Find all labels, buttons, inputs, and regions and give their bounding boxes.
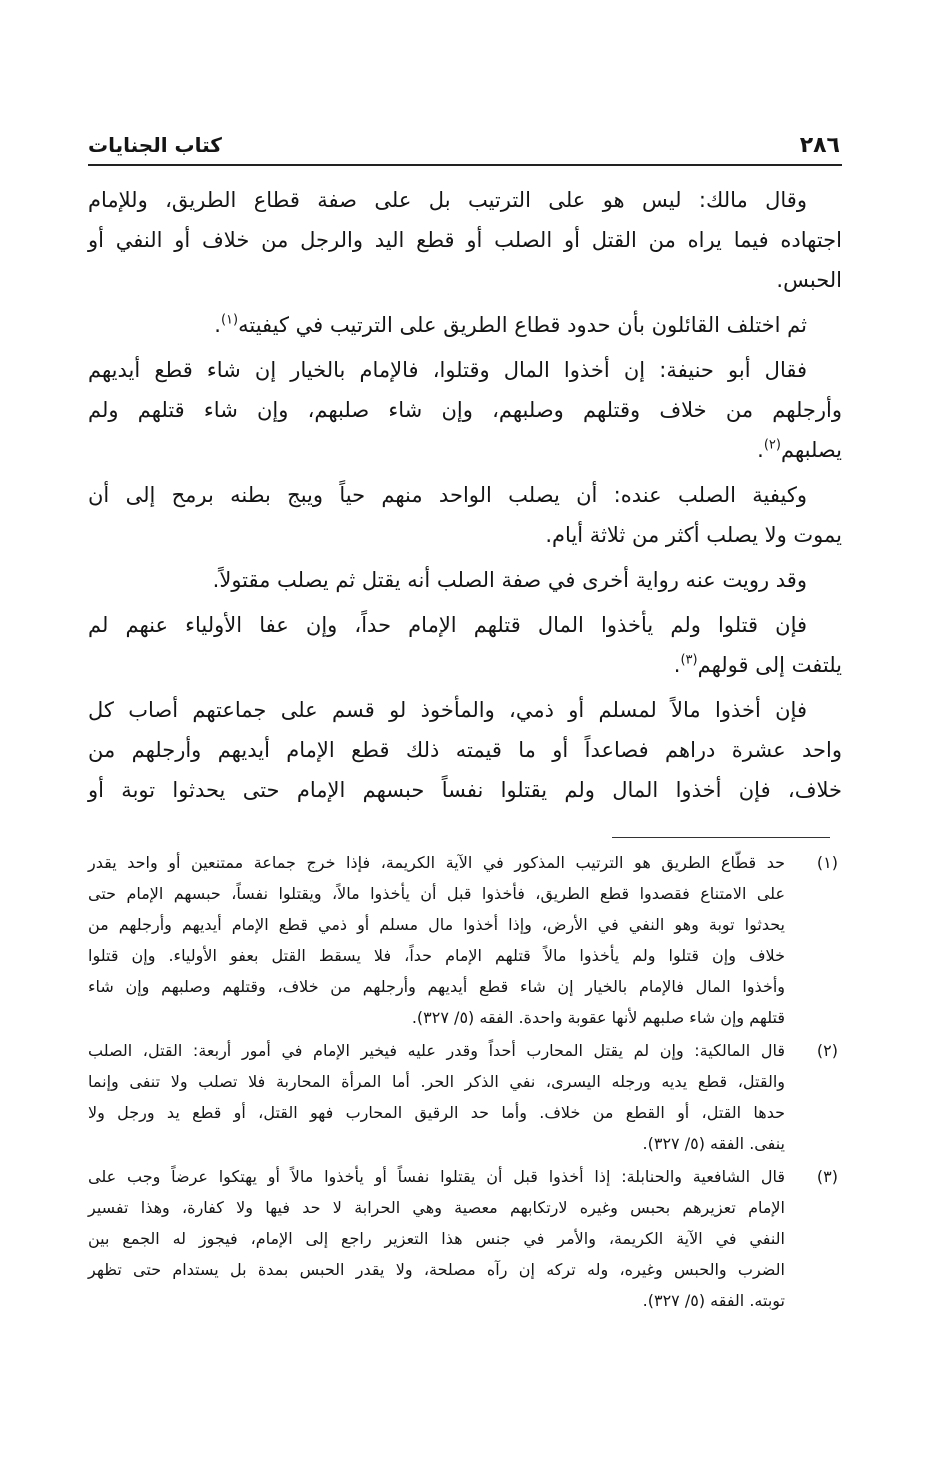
line-punctuation: . bbox=[757, 438, 764, 462]
footnote bbox=[88, 1035, 842, 1159]
footnote-line: والقتل، قطع يديه ورجله اليسرى، نفي الذكر الحر. أما المرأة المحاربة فلا تصلب ولا تنفى وإنما bbox=[88, 1072, 785, 1091]
footnote-line: قال الشافعية والحنابلة: إذا أخذوا قبل أن يقتلوا نفساً أو يأخذوا مالاً أو يهتكوا عرضاً وجب على bbox=[88, 1167, 785, 1186]
footnote-text bbox=[88, 847, 785, 1033]
text-line bbox=[88, 305, 842, 345]
footnote-line: ينفى. الفقه (٥/ ٣٢٧). bbox=[642, 1134, 785, 1153]
text-flow bbox=[88, 180, 842, 1318]
footnote-line: يحدثوا توبة وهو النفي في الأرض، وإذا أخذوا مال مسلم أو ذمي قطع الإمام أيديهم وأرجلهم من bbox=[88, 915, 785, 934]
running-header bbox=[88, 128, 842, 162]
text-line: فإن أخذوا مالاً لمسلم أو ذمي، والمأخوذ لو قسم على جماعتهم أصاب كل bbox=[88, 698, 807, 722]
text-line: وقال مالك: ليس هو على الترتيب بل على صفة قطاع الطريق، وللإمام bbox=[88, 188, 807, 212]
footnote-text bbox=[88, 1035, 785, 1159]
header-rule bbox=[88, 164, 842, 166]
paragraph bbox=[88, 180, 842, 300]
text-line: الحبس. bbox=[776, 268, 842, 292]
text-line bbox=[88, 430, 842, 470]
footnote-reference: (٢) bbox=[763, 437, 781, 453]
footnote-line: على الامتناع فقصدوا قطع الطريق، فأخذوا قبل أن يأخذوا مالاً، ويقتلوا نفساً، حبسهم الإمام حتى bbox=[88, 884, 785, 903]
text-line: وكيفية الصلب عنده: أن يصلب الواحد منهم حياً ويبج بطنه برمح إلى أن bbox=[88, 483, 807, 507]
text-line: اجتهاده فيما يراه من القتل أو الصلب أو قطع اليد والرجل من خلاف أو النفي أو bbox=[88, 228, 842, 252]
footnote-reference: (١) bbox=[220, 312, 239, 328]
footnote-line: قال المالكية: وإن لم يقتل المحارب أحداً وقدر عليه فيخير الإمام في أمور أربعة: القتل، الصلب bbox=[88, 1041, 785, 1060]
text-line: وأرجلهم من خلاف وقتلهم وصلبهم، وإن شاء صلبهم، وإن شاء قتلهم ولم bbox=[88, 398, 842, 422]
text-line: واحد عشرة دراهم فصاعداً أو ما قيمته ذلك قطع الإمام أيديهم وأرجلهم من bbox=[88, 738, 842, 762]
footnote-number: (١) bbox=[816, 853, 838, 872]
footnote-line: الضرب والحبس وغيره، وله تركه إن رآه مصلحة، ولا يقدر الحبس بمدة بل يستدام حتى تظهر bbox=[88, 1260, 785, 1279]
footnote-reference: (٣) bbox=[680, 652, 698, 668]
footnote-text bbox=[88, 1161, 785, 1316]
footnote-separator bbox=[612, 837, 830, 838]
footnote-line: النفي في الآية الكريمة، والأمر في جنس هذا التعزير راجع إلى الإمام، فيجوز له الجمع بين bbox=[88, 1229, 785, 1248]
text-line: وقد رويت عنه رواية أخرى في صفة الصلب أنه يقتل ثم يصلب مقتولاً. bbox=[212, 568, 807, 592]
footnote bbox=[88, 1161, 842, 1316]
footnote-line: حد قطّاع الطريق هو الترتيب المذكور في الآية الكريمة، فإذا خرج جماعة ممتنعين أو واحد يقدر bbox=[88, 853, 785, 872]
paragraph bbox=[88, 305, 842, 345]
paragraph bbox=[88, 690, 842, 810]
footnote-line: وأخذوا المال فالإمام بالخيار إن شاء قطع أيديهم وأرجلهم من خلاف، وقتلهم وصلبهم وإن شاء bbox=[88, 977, 785, 996]
footnote-line: الإمام تعزيرهم بحبس وغيره لارتكابهم معصية وهي الحرابة لا حد فيها ولا كفارة، وهذا تفسير bbox=[88, 1198, 785, 1217]
text-line: فقال أبو حنيفة: إن أخذوا المال وقتلوا، فالإمام بالخيار إن شاء قطع أيديهم bbox=[88, 358, 807, 382]
text-line: يموت ولا يصلب أكثر من ثلاثة أيام. bbox=[545, 523, 842, 547]
paragraph bbox=[88, 605, 842, 685]
text-line: خلاف، فإن أخذوا المال ولم يقتلوا نفساً حبسهم الإمام حتى يحدثوا توبة أو bbox=[88, 778, 842, 802]
main-text bbox=[88, 180, 842, 810]
text-line bbox=[88, 645, 842, 685]
line-text: ثم اختلف القائلون بأن حدود قطاع الطريق على الترتيب في كيفيته bbox=[238, 313, 807, 337]
footnote-number: (٢) bbox=[816, 1041, 838, 1060]
line-text: يلتفت إلى قولهم bbox=[697, 653, 842, 677]
text-line: فإن قتلوا ولم يأخذوا المال قتلهم الإمام حداً، وإن عفا الأولياء عنهم لم bbox=[88, 613, 807, 637]
paragraph bbox=[88, 350, 842, 470]
page-number: ٢٨٦ bbox=[799, 132, 840, 158]
footnote bbox=[88, 847, 842, 1033]
book-title: كتاب الجنايات bbox=[88, 133, 222, 157]
line-punctuation: . bbox=[214, 313, 221, 337]
footnote-number: (٣) bbox=[816, 1167, 838, 1186]
paragraph bbox=[88, 475, 842, 555]
footnote-line: توبته. الفقه (٥/ ٣٢٧). bbox=[642, 1291, 785, 1310]
line-text: يصلبهم bbox=[780, 438, 842, 462]
footnotes bbox=[88, 847, 842, 1316]
paragraph bbox=[88, 560, 842, 600]
footnote-line: حدها القتل، أو القطع من خلاف. وأما حد الرقيق المحارب فهو القتل، أو قطع يد ورجل ولا bbox=[88, 1103, 785, 1122]
footnote-line: خلاف وإن قتلوا ولم يأخذوا مالاً قتلهم الإمام حداً، فلا يسقط القتل بعفو الأولياء. وإن قتلوا bbox=[88, 946, 785, 965]
footnote-line: قتلهم وإن شاء صلبهم لأنها عقوبة واحدة. الفقه (٥/ ٣٢٧). bbox=[411, 1008, 785, 1027]
line-punctuation: . bbox=[673, 653, 681, 677]
